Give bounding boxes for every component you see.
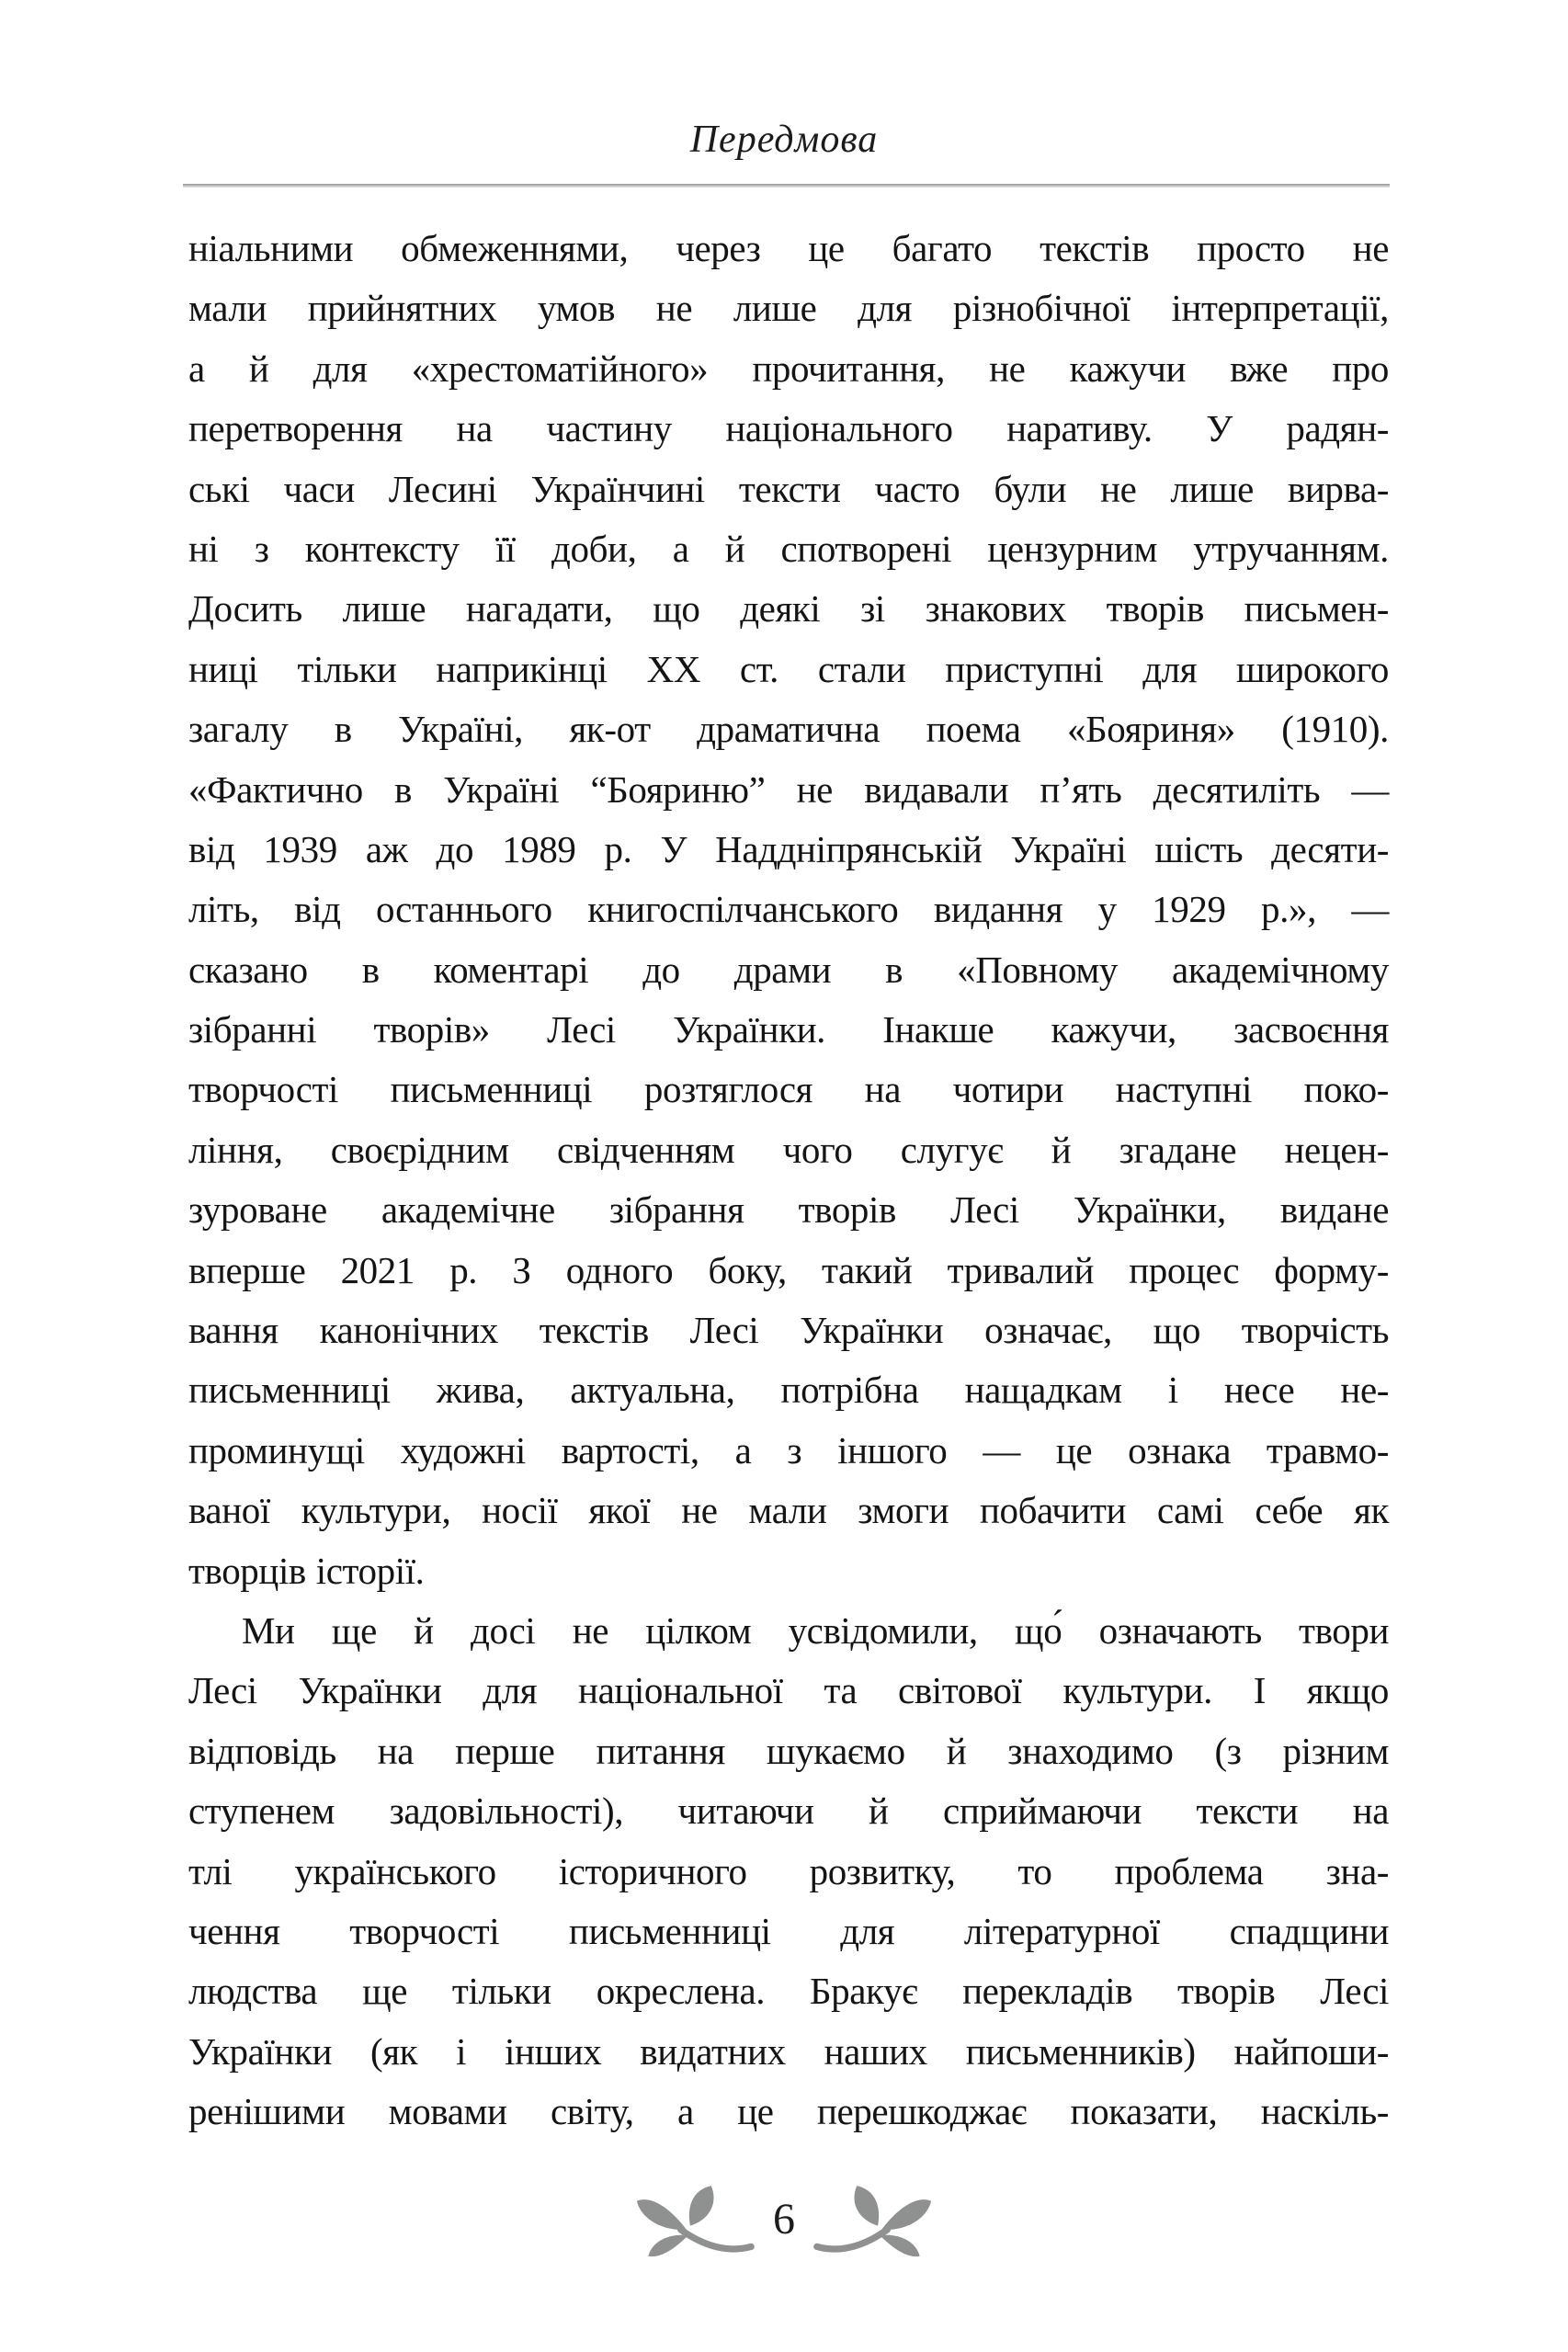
text-line: ління, своєрідним свідченням чого слугує й згадане нецен- (188, 1128, 1389, 1171)
laurel-branch-left-icon (630, 2182, 756, 2263)
text-line: проминущі художні вартості, а з іншого — це ознака травмо- (188, 1428, 1389, 1471)
body-text (188, 219, 1389, 2142)
text-line: Ми ще й досі не цілком усвідомили, що́ означають твори (242, 1608, 1389, 1652)
text-line: Досить лише нагадати, що деякі зі знакових творів письмен- (188, 587, 1389, 631)
text-line: людства ще тільки окреслена. Бракує перекладів творів Лесі (188, 1970, 1389, 2013)
page-number: 6 (773, 2195, 795, 2244)
text-line: ниці тільки наприкінці ХХ ст. стали приступні для широкого (188, 647, 1389, 690)
text-line: зуроване академічне зібрання творів Лесі Українки, видане (188, 1188, 1389, 1232)
text-line: Українки (як і інших видатних наших письменників) найпоши- (188, 2029, 1389, 2073)
text-line: загалу в Україні, як-от драматична поема «Бояриня» (1910). (188, 708, 1389, 751)
text-line: тлі українського історичного розвитку, то проблема зна- (188, 1849, 1389, 1892)
text-line: а й для «хрестоматійного» прочитання, не кажучи вже про (188, 347, 1389, 390)
text-line: творців історії. (188, 1549, 425, 1592)
page-header (0, 118, 1568, 162)
text-line: ваної культури, носії якої не мали змоги побачити самі себе як (188, 1489, 1389, 1532)
text-line: Лесі Українки для національної та світової культури. І якщо (188, 1669, 1389, 1712)
text-line: сказано в коментарі до драми в «Повному академічному (188, 948, 1389, 991)
text-line: письменниці жива, актуальна, потрібна нащадкам і несе не- (188, 1369, 1389, 1412)
text-line: ські часи Лесині Українчині тексти часто були не лише вирва- (188, 467, 1389, 510)
text-line: перетворення на частину національного наративу. У радян- (188, 407, 1389, 450)
text-line: вання канонічних текстів Лесі Українки означає, що творчість (188, 1309, 1389, 1352)
page-title: Передмова (689, 119, 879, 161)
laurel-branch-right-icon (812, 2182, 938, 2263)
text-line: «Фактично в Україні “Бояриню” не видавали п’ять десятиліть — (188, 767, 1389, 811)
text-line: літь, від останнього книгоспілчанського видання у 1929 р.», — (188, 888, 1389, 931)
text-line: ні з контексту її доби, а й спотворені цензурним утручанням. (188, 527, 1389, 570)
text-line: відповідь на перше питання шукаємо й знаходимо (з різним (188, 1729, 1389, 1772)
text-line: ренішими мовами світу, а це перешкоджає показати, наскіль- (188, 2090, 1389, 2133)
page-footer (0, 2176, 1568, 2268)
text-line: ніальними обмеженнями, через це багато текстів просто не (188, 227, 1389, 269)
text-line: чення творчості письменниці для літературної спадщини (188, 1909, 1389, 1952)
text-line: вперше 2021 р. З одного боку, такий тривалий процес форму- (188, 1248, 1389, 1291)
header-rule (183, 184, 1390, 187)
text-line: ступенем задовільності), читаючи й сприймаючи тексти на (188, 1790, 1389, 1833)
text-line: мали прийнятних умов не лише для різнобічної інтерпретації, (188, 287, 1389, 330)
text-line: зібранні творів» Лесі Українки. Інакше кажучи, засвоєння (188, 1008, 1389, 1051)
text-line: від 1939 аж до 1989 р. У Наддніпрянській Україні шість десяти- (188, 827, 1389, 870)
text-line: творчості письменниці розтяглося на чотири наступні поко- (188, 1068, 1389, 1111)
